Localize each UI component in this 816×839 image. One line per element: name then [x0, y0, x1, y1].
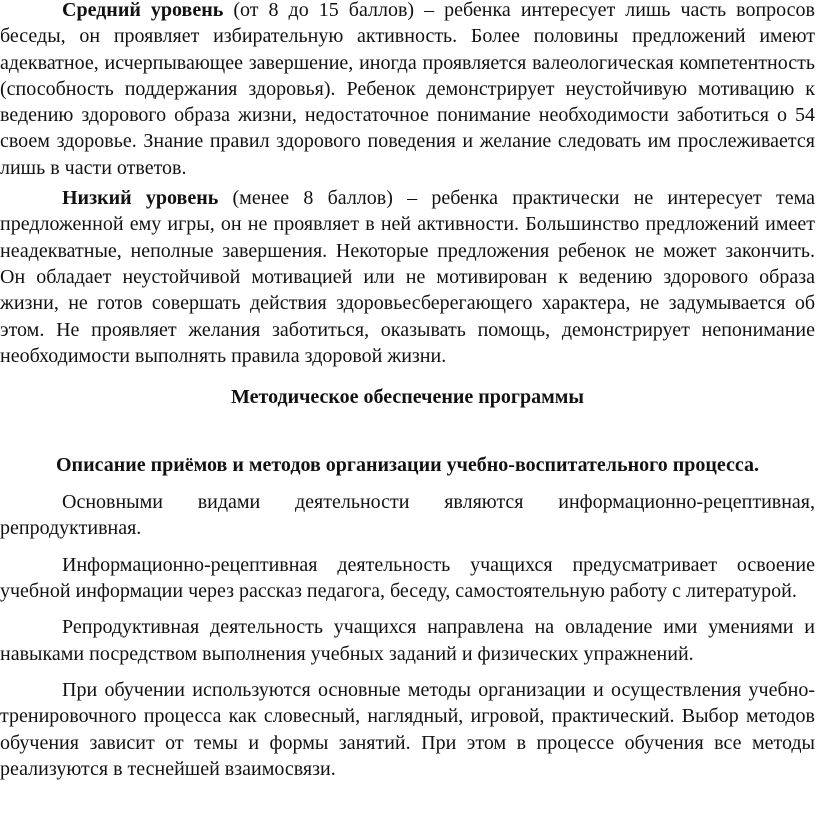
heading-methodical-support: Методическое обеспечение программы	[231, 386, 584, 409]
paragraph-reproductive-activity: Репродуктивная деятельность учащихся направлена на овладение ими умениями и навыками посредством выполнения учебных заданий и физических упражнений.	[0, 616, 815, 665]
medium-level-description: (от 8 до 15 баллов) – ребенка интересует лишь часть вопросов беседы, он проявляет избирательную активность. Более половины предложений имеют адекватное, исчерпывающее завершение, иногда проявляется валеологическая компетентность (способность поддержания здоровья). Ребенок демонстрирует неустойчивую мотивацию к ведению здорового образа жизни, недостаточное понимание необходимости заботиться о 54 своем здоровье. Знание правил здорового поведения и желание следовать им прослеживается лишь в части ответов.	[0, 0, 815, 179]
low-level-description: (менее 8 баллов) – ребенка практически не интересует тема предложенной ему игры, он не проявляет в ней активности. Большинство предложений имеет неадекватные, неполные завершения. Некоторые предложения ребенок не может закончить. Он обладает неустойчивой мотивацией или не мотивирован к ведению здорового образа жизни, не готов совершать действия здоровьесберегающего характера, не задумывается об этом. Не проявляет желания заботиться, оказывать помощь, демонстрирует непонимание необходимости выполнять правила здоровой жизни.	[0, 187, 815, 367]
medium-level-term: Средний уровень	[62, 0, 224, 21]
paragraph-low-level	[0, 185, 815, 369]
paragraph-receptive-activity: Информационно-рецептивная деятельность учащихся предусматривает освоение учебной информации через рассказ педагога, беседу, самостоятельную работу с литературой.	[0, 553, 815, 603]
heading-methods-description: Описание приёмов и методов организации учебно-воспитательного процесса.	[55, 454, 760, 477]
paragraph-activity-types: Основными видами деятельности являются информационно-рецептивная, репродуктивная.	[0, 491, 815, 540]
paragraph-medium-level	[0, 0, 815, 181]
paragraph-teaching-methods: При обучении используются основные методы организации и осуществления учебно-тренировочного процесса как словесный, наглядный, игровой, практический. Выбор методов обучения зависит от темы и формы занятий. При этом в процессе обучения все методы реализуются в теснейшей взаимосвязи.	[0, 678, 815, 780]
low-level-term: Низкий уровень	[62, 187, 219, 210]
